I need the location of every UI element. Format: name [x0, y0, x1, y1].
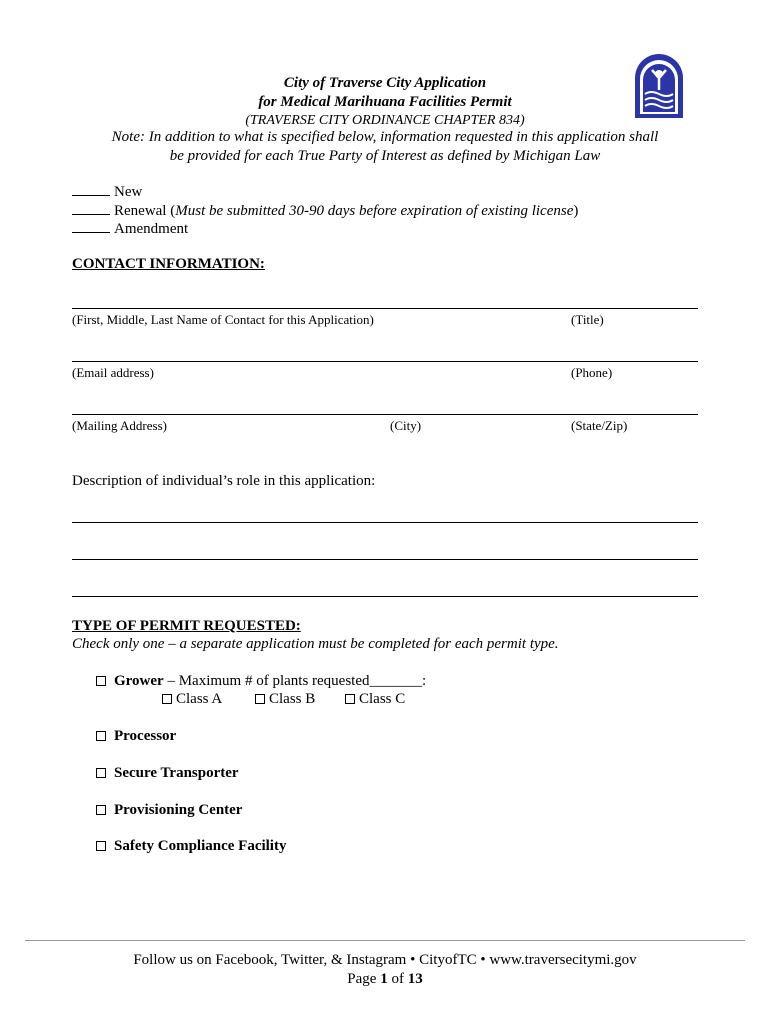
note-line1: Note: In addition to what is specified below, information requested in this application shall: [111, 129, 659, 145]
name-field-label: (First, Middle, Last Name of Contact for this Application): [72, 312, 374, 327]
permit-safety-compliance[interactable]: Safety Compliance Facility: [96, 838, 286, 855]
role-description-prompt: Description of individual’s role in this application:: [72, 473, 376, 489]
option-new[interactable]: New: [72, 183, 142, 201]
safety-compliance-checkbox[interactable]: [96, 841, 106, 851]
footer-follow: Follow us on Facebook, Twitter, & Instagram • CityofTC • www.traversecitymi.gov: [133, 952, 637, 968]
permit-instruction: Check only one – a separate application must be completed for each permit type.: [72, 636, 559, 652]
option-renewal[interactable]: Renewal (Must be submitted 30-90 days before expiration of existing license): [72, 202, 578, 220]
city-label: (City): [390, 418, 422, 433]
ordinance-reference: (TRAVERSE CITY ORDINANCE CHAPTER 834): [245, 113, 525, 128]
class-a-checkbox[interactable]: [162, 694, 172, 704]
name-field-line[interactable]: [72, 308, 698, 309]
grower-class-c[interactable]: Class C: [345, 691, 405, 708]
address-field-line[interactable]: [72, 414, 698, 415]
role-line-2[interactable]: [72, 559, 698, 560]
grower-class-b[interactable]: Class B: [255, 691, 315, 708]
page-number: Page 1 of 13: [347, 971, 423, 987]
grower-class-a[interactable]: Class A: [162, 691, 222, 708]
phone-field-label: (Phone): [571, 365, 613, 380]
secure-transporter-checkbox[interactable]: [96, 768, 106, 778]
renewal-note: Must be submitted 30-90 days before expiration of existing license: [175, 203, 574, 219]
class-c-checkbox[interactable]: [345, 694, 355, 704]
permit-processor[interactable]: Processor: [96, 728, 176, 745]
form-title-line2: for Medical Marihuana Facilities Permit: [258, 94, 512, 110]
state-zip-label: (State/Zip): [571, 418, 628, 433]
new-blank[interactable]: [72, 183, 110, 196]
processor-checkbox[interactable]: [96, 731, 106, 741]
email-field-line[interactable]: [72, 361, 698, 362]
provisioning-center-checkbox[interactable]: [96, 805, 106, 815]
class-b-checkbox[interactable]: [255, 694, 265, 704]
contact-heading: CONTACT INFORMATION:: [72, 256, 265, 272]
grower-checkbox[interactable]: [96, 676, 106, 686]
title-field-label: (Title): [571, 312, 604, 327]
mailing-address-label: (Mailing Address): [72, 418, 167, 433]
renewal-blank[interactable]: [72, 202, 110, 215]
note-line2: be provided for each True Party of Interest as defined by Michigan Law: [169, 148, 601, 164]
option-amendment[interactable]: Amendment: [72, 220, 188, 238]
permit-provisioning-center[interactable]: Provisioning Center: [96, 802, 242, 819]
permit-secure-transporter[interactable]: Secure Transporter: [96, 765, 239, 782]
form-title-line1: City of Traverse City Application: [283, 75, 487, 91]
role-line-3[interactable]: [72, 596, 698, 597]
amendment-blank[interactable]: [72, 220, 110, 233]
role-line-1[interactable]: [72, 522, 698, 523]
permit-grower[interactable]: Grower – Maximum # of plants requested_______:: [96, 673, 426, 690]
permit-heading: TYPE OF PERMIT REQUESTED:: [72, 618, 301, 634]
footer-divider: [25, 940, 745, 941]
email-field-label: (Email address): [72, 365, 154, 380]
